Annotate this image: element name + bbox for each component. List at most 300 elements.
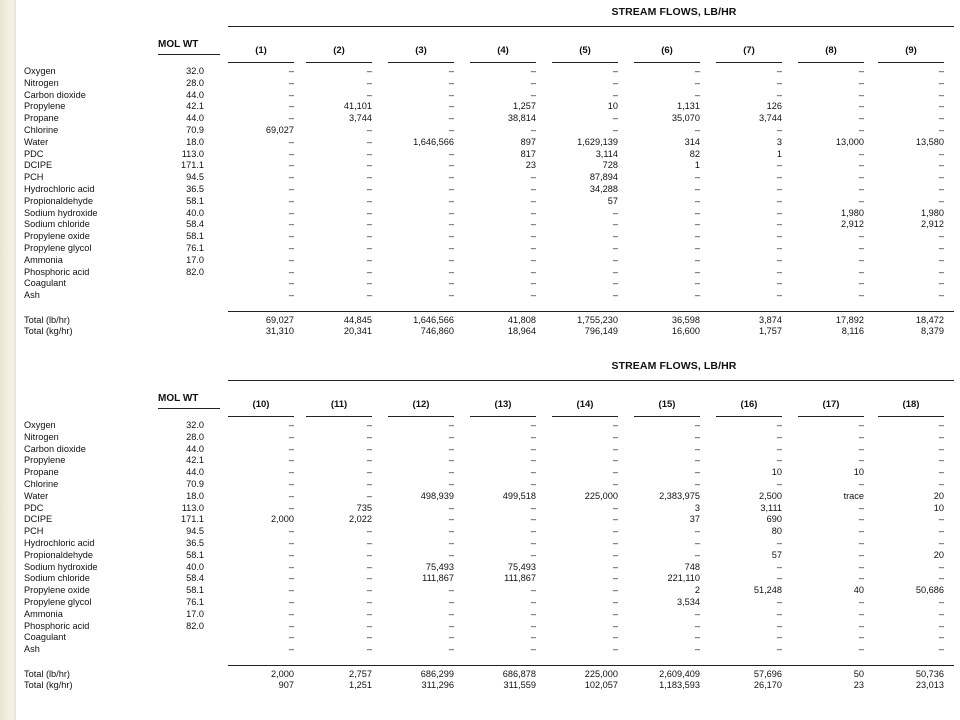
column-rule bbox=[798, 62, 864, 63]
column-rule bbox=[552, 62, 618, 63]
total-value: 2,757 bbox=[349, 669, 372, 679]
stream-column-header: (16) bbox=[740, 399, 758, 410]
flow-value: – bbox=[288, 219, 294, 230]
flow-value: 2,383,975 bbox=[659, 490, 700, 501]
flow-value: – bbox=[858, 632, 864, 643]
flow-value: 817 bbox=[520, 148, 536, 159]
molecular-weight: 36.5 bbox=[186, 538, 204, 548]
component-name: Propylene bbox=[24, 455, 66, 466]
table-row bbox=[16, 101, 960, 113]
total-value: 69,027 bbox=[265, 315, 294, 325]
flow-value: – bbox=[858, 538, 864, 548]
flow-value: – bbox=[858, 89, 864, 100]
totals-rule bbox=[228, 665, 954, 666]
flow-value: – bbox=[938, 573, 944, 584]
column-rule bbox=[388, 416, 454, 417]
flow-value: – bbox=[776, 278, 782, 289]
flow-value: – bbox=[694, 231, 700, 242]
flow-value: – bbox=[366, 219, 372, 230]
flow-value: – bbox=[366, 231, 372, 242]
table-row bbox=[16, 562, 960, 574]
flow-value: – bbox=[694, 266, 700, 277]
flow-value: – bbox=[858, 266, 864, 277]
table-row bbox=[16, 290, 960, 302]
totals-row bbox=[16, 326, 960, 338]
component-name: Ammonia bbox=[24, 254, 63, 265]
flow-value: – bbox=[776, 172, 782, 183]
flow-value: – bbox=[776, 219, 782, 230]
flow-value: – bbox=[858, 502, 864, 513]
component-name: Sodium chloride bbox=[24, 219, 90, 230]
flow-value: – bbox=[938, 278, 944, 289]
component-name: Propylene glycol bbox=[24, 243, 92, 253]
table-row bbox=[16, 219, 960, 231]
flow-value: – bbox=[858, 113, 864, 124]
flow-value: trace bbox=[843, 490, 864, 501]
component-name: Chlorine bbox=[24, 125, 59, 135]
flow-value: 3,534 bbox=[677, 597, 700, 607]
table-row bbox=[16, 149, 960, 161]
table-row bbox=[16, 573, 960, 585]
table-row bbox=[16, 172, 960, 184]
flow-value: – bbox=[776, 125, 782, 135]
column-rule bbox=[228, 416, 294, 417]
flow-value: 75,493 bbox=[507, 561, 536, 572]
total-value: 41,808 bbox=[507, 315, 536, 325]
flow-value: – bbox=[288, 207, 294, 218]
column-rule bbox=[552, 416, 618, 417]
flow-value: – bbox=[858, 431, 864, 442]
flow-value: 50,686 bbox=[915, 585, 944, 596]
flow-value: – bbox=[612, 266, 618, 277]
molecular-weight: 44.0 bbox=[186, 443, 204, 454]
flow-value: – bbox=[694, 526, 700, 537]
stream-column-header: (3) bbox=[415, 45, 427, 56]
flow-value: – bbox=[448, 597, 454, 607]
component-name: Propylene bbox=[24, 101, 66, 112]
flow-value: – bbox=[858, 231, 864, 242]
column-rule bbox=[306, 416, 372, 417]
mol-wt-header: MOL WT bbox=[158, 393, 199, 404]
total-label: Total (kg/hr) bbox=[24, 680, 73, 690]
flow-value: – bbox=[366, 184, 372, 194]
flow-value: – bbox=[366, 561, 372, 572]
flow-value: – bbox=[530, 431, 536, 442]
component-name: Propylene oxide bbox=[24, 585, 90, 596]
flow-value: – bbox=[938, 148, 944, 159]
flow-value: – bbox=[694, 644, 700, 655]
flow-value: – bbox=[288, 66, 294, 76]
flow-value: 40 bbox=[853, 585, 864, 596]
total-value: 2,609,409 bbox=[659, 669, 700, 679]
flow-value: – bbox=[612, 479, 618, 489]
flow-value: – bbox=[366, 77, 372, 88]
molecular-weight: 17.0 bbox=[186, 254, 204, 265]
flow-value: – bbox=[448, 455, 454, 466]
component-name: Water bbox=[24, 136, 49, 147]
flow-value: – bbox=[776, 538, 782, 548]
flow-value: – bbox=[612, 620, 618, 631]
flow-value: 897 bbox=[520, 136, 536, 147]
flow-value: – bbox=[530, 420, 536, 430]
totals-row bbox=[16, 669, 960, 681]
table-row bbox=[16, 255, 960, 267]
flow-value: – bbox=[288, 479, 294, 489]
flow-value: 57 bbox=[607, 195, 618, 206]
flow-value: – bbox=[448, 514, 454, 525]
flow-value: – bbox=[612, 443, 618, 454]
total-label: Total (lb/hr) bbox=[24, 315, 70, 325]
flow-value: – bbox=[694, 254, 700, 265]
flow-value: – bbox=[448, 195, 454, 206]
table-row bbox=[16, 479, 960, 491]
flow-value: – bbox=[530, 266, 536, 277]
total-value: 1,251 bbox=[349, 680, 372, 690]
flow-value: – bbox=[288, 526, 294, 537]
flow-value: – bbox=[448, 290, 454, 301]
total-value: 36,598 bbox=[671, 315, 700, 325]
stream-column-header: (4) bbox=[497, 45, 509, 56]
flow-value: – bbox=[366, 243, 372, 253]
flow-value: 1,629,139 bbox=[577, 136, 618, 147]
molecular-weight: 17.0 bbox=[186, 608, 204, 619]
stream-column-header: (13) bbox=[494, 399, 512, 410]
total-value: 796,149 bbox=[584, 326, 618, 336]
flow-value: – bbox=[448, 479, 454, 489]
component-name: Coagulant bbox=[24, 632, 66, 643]
mol-wt-header: MOL WT bbox=[158, 39, 199, 50]
table-row bbox=[16, 125, 960, 137]
flow-value: – bbox=[530, 254, 536, 265]
flow-value: – bbox=[530, 538, 536, 548]
flow-value: – bbox=[858, 278, 864, 289]
flow-value: 37 bbox=[689, 514, 700, 525]
table-row bbox=[16, 267, 960, 279]
column-rule bbox=[388, 62, 454, 63]
flow-value: – bbox=[530, 89, 536, 100]
molecular-weight: 82.0 bbox=[186, 266, 204, 277]
flow-value: – bbox=[612, 608, 618, 619]
total-value: 102,057 bbox=[584, 680, 618, 690]
flow-value: – bbox=[858, 148, 864, 159]
component-name: PCH bbox=[24, 526, 44, 537]
flow-value: – bbox=[612, 243, 618, 253]
flow-value: – bbox=[694, 195, 700, 206]
flow-value: – bbox=[938, 431, 944, 442]
flow-value: – bbox=[288, 136, 294, 147]
flow-value: – bbox=[288, 420, 294, 430]
flow-value: 38,814 bbox=[507, 113, 536, 124]
flow-value: – bbox=[288, 490, 294, 501]
molecular-weight: 18.0 bbox=[186, 490, 204, 501]
flow-value: – bbox=[288, 502, 294, 513]
column-rule bbox=[634, 62, 700, 63]
flow-value: 3,744 bbox=[759, 113, 782, 124]
total-value: 57,696 bbox=[753, 669, 782, 679]
flow-value: – bbox=[776, 479, 782, 489]
flow-value: – bbox=[938, 620, 944, 631]
flow-value: – bbox=[612, 585, 618, 596]
flow-value: 41,101 bbox=[343, 101, 372, 112]
flow-value: – bbox=[612, 125, 618, 135]
flow-value: – bbox=[530, 207, 536, 218]
flow-value: 20 bbox=[933, 549, 944, 560]
flow-value: – bbox=[448, 148, 454, 159]
flow-value: – bbox=[530, 278, 536, 289]
flow-value: – bbox=[694, 184, 700, 194]
flow-value: – bbox=[858, 420, 864, 430]
column-rule bbox=[306, 62, 372, 63]
flow-value: – bbox=[366, 195, 372, 206]
flow-value: 1,980 bbox=[921, 207, 944, 218]
flow-value: – bbox=[938, 514, 944, 525]
flow-value: – bbox=[612, 254, 618, 265]
total-value: 1,757 bbox=[759, 326, 782, 336]
flow-value: – bbox=[938, 254, 944, 265]
flow-value: – bbox=[366, 644, 372, 655]
flow-value: – bbox=[288, 231, 294, 242]
flow-value: – bbox=[858, 561, 864, 572]
flow-value: 3,744 bbox=[349, 113, 372, 124]
table-row bbox=[16, 632, 960, 644]
flow-value: – bbox=[366, 160, 372, 171]
flow-value: – bbox=[612, 290, 618, 301]
flow-value: – bbox=[288, 573, 294, 584]
column-rule bbox=[878, 62, 944, 63]
stream-column-header: (14) bbox=[576, 399, 594, 410]
flow-value: – bbox=[938, 420, 944, 430]
total-value: 18,964 bbox=[507, 326, 536, 336]
component-name: Sodium chloride bbox=[24, 573, 90, 584]
flow-value: – bbox=[612, 597, 618, 607]
table-row bbox=[16, 278, 960, 290]
flow-value: – bbox=[448, 443, 454, 454]
flow-value: 3 bbox=[776, 136, 782, 147]
flow-value: 111,867 bbox=[504, 573, 536, 584]
flow-value: 13,580 bbox=[915, 136, 944, 147]
flow-value: – bbox=[448, 644, 454, 655]
flow-value: 10 bbox=[853, 467, 864, 478]
flow-value: – bbox=[366, 467, 372, 478]
molecular-weight: 82.0 bbox=[186, 620, 204, 631]
flow-value: – bbox=[938, 125, 944, 135]
flow-value: – bbox=[858, 290, 864, 301]
flow-value: – bbox=[448, 172, 454, 183]
flow-value: – bbox=[366, 290, 372, 301]
flow-value: – bbox=[612, 455, 618, 466]
flow-value: – bbox=[530, 644, 536, 655]
flow-value: 2,500 bbox=[759, 490, 782, 501]
component-name: Ammonia bbox=[24, 608, 63, 619]
flow-value: – bbox=[530, 502, 536, 513]
flow-value: 1 bbox=[776, 148, 782, 159]
total-value: 311,296 bbox=[421, 680, 454, 690]
flow-value: – bbox=[366, 620, 372, 631]
flow-value: 51,248 bbox=[753, 585, 782, 596]
total-value: 3,874 bbox=[759, 315, 782, 325]
flow-value: – bbox=[448, 184, 454, 194]
component-name: Oxygen bbox=[24, 420, 56, 430]
flow-value: – bbox=[938, 77, 944, 88]
flow-value: – bbox=[366, 455, 372, 466]
flow-value: – bbox=[448, 632, 454, 643]
flow-value: – bbox=[776, 443, 782, 454]
stream-column-header: (9) bbox=[905, 45, 917, 56]
flow-value: – bbox=[776, 632, 782, 643]
flow-value: – bbox=[288, 113, 294, 124]
stream-column-header: (11) bbox=[330, 399, 348, 410]
flow-value: – bbox=[612, 573, 618, 584]
table-row bbox=[16, 550, 960, 562]
molecular-weight: 44.0 bbox=[186, 467, 204, 478]
mol-wt-rule bbox=[158, 408, 220, 409]
flow-value: – bbox=[530, 632, 536, 643]
molecular-weight: 58.1 bbox=[186, 195, 204, 206]
total-value: 2,000 bbox=[271, 669, 294, 679]
flow-value: 80 bbox=[771, 526, 782, 537]
flow-value: 728 bbox=[602, 160, 618, 171]
flow-value: – bbox=[288, 195, 294, 206]
flow-value: – bbox=[938, 66, 944, 76]
flow-value: – bbox=[776, 620, 782, 631]
flow-value: – bbox=[776, 89, 782, 100]
table-row bbox=[16, 455, 960, 467]
table-row bbox=[16, 90, 960, 102]
flow-value: – bbox=[448, 219, 454, 230]
total-value: 26,170 bbox=[753, 680, 782, 690]
total-value: 23 bbox=[853, 680, 864, 690]
flow-value: 111,867 bbox=[422, 573, 454, 584]
flow-value: 735 bbox=[356, 502, 372, 513]
component-name: PDC bbox=[24, 502, 44, 513]
component-name: Oxygen bbox=[24, 66, 56, 76]
flow-value: – bbox=[288, 148, 294, 159]
component-name: Propionaldehyde bbox=[24, 549, 93, 560]
column-rule bbox=[470, 62, 536, 63]
total-value: 1,755,230 bbox=[577, 315, 618, 325]
flow-value: 35,070 bbox=[671, 113, 700, 124]
flow-value: – bbox=[366, 431, 372, 442]
flow-value: – bbox=[530, 219, 536, 230]
column-rule bbox=[716, 62, 782, 63]
flow-value: – bbox=[858, 549, 864, 560]
table-row bbox=[16, 78, 960, 90]
flow-value: – bbox=[938, 101, 944, 112]
flow-value: – bbox=[448, 585, 454, 596]
table-row bbox=[16, 66, 960, 78]
flow-value: 1,980 bbox=[841, 207, 864, 218]
total-value: 44,845 bbox=[343, 315, 372, 325]
flow-value: – bbox=[288, 77, 294, 88]
flow-value: – bbox=[448, 77, 454, 88]
flow-value: – bbox=[448, 538, 454, 548]
component-name: PDC bbox=[24, 148, 44, 159]
flow-value: – bbox=[612, 66, 618, 76]
flow-value: – bbox=[530, 514, 536, 525]
column-rule bbox=[634, 416, 700, 417]
table-row bbox=[16, 467, 960, 479]
stream-column-header: (15) bbox=[658, 399, 676, 410]
flow-value: – bbox=[776, 455, 782, 466]
flow-value: – bbox=[612, 644, 618, 655]
flow-value: – bbox=[776, 231, 782, 242]
flow-value: – bbox=[858, 66, 864, 76]
flow-value: – bbox=[530, 231, 536, 242]
table-row bbox=[16, 491, 960, 503]
flow-value: – bbox=[366, 490, 372, 501]
flow-value: – bbox=[858, 77, 864, 88]
flow-value: – bbox=[530, 585, 536, 596]
flow-value: – bbox=[694, 243, 700, 253]
molecular-weight: 70.9 bbox=[186, 479, 204, 489]
flow-value: – bbox=[530, 172, 536, 183]
flow-value: – bbox=[366, 420, 372, 430]
molecular-weight: 18.0 bbox=[186, 136, 204, 147]
flow-value: – bbox=[612, 207, 618, 218]
flow-value: – bbox=[288, 467, 294, 478]
component-name: Hydrochloric acid bbox=[24, 184, 95, 194]
total-value: 8,116 bbox=[841, 326, 864, 336]
molecular-weight: 40.0 bbox=[186, 561, 204, 572]
table-row bbox=[16, 196, 960, 208]
component-name: PCH bbox=[24, 172, 44, 183]
molecular-weight: 44.0 bbox=[186, 89, 204, 100]
flow-value: – bbox=[366, 597, 372, 607]
flow-value: 2,000 bbox=[271, 514, 294, 525]
table-caption: STREAM FLOWS, LB/HR bbox=[611, 360, 737, 372]
flow-value: 10 bbox=[607, 101, 618, 112]
flow-value: 221,110 bbox=[667, 573, 700, 584]
flow-value: – bbox=[366, 479, 372, 489]
flow-value: – bbox=[938, 479, 944, 489]
flow-value: – bbox=[776, 160, 782, 171]
flow-value: – bbox=[530, 620, 536, 631]
molecular-weight: 171.1 bbox=[181, 160, 204, 171]
flow-value: – bbox=[776, 254, 782, 265]
component-name: Phosphoric acid bbox=[24, 620, 90, 631]
flow-value: – bbox=[530, 549, 536, 560]
flow-value: 1 bbox=[694, 160, 700, 171]
flow-value: – bbox=[776, 195, 782, 206]
flow-value: 748 bbox=[684, 561, 700, 572]
stream-column-header: (18) bbox=[902, 399, 920, 410]
flow-value: 499,518 bbox=[502, 490, 536, 501]
flow-value: – bbox=[694, 632, 700, 643]
flow-value: – bbox=[858, 608, 864, 619]
flow-value: – bbox=[938, 455, 944, 466]
table-row bbox=[16, 503, 960, 515]
flow-value: – bbox=[694, 620, 700, 631]
flow-value: – bbox=[288, 290, 294, 301]
flow-value: 2,912 bbox=[841, 219, 864, 230]
flow-value: – bbox=[858, 101, 864, 112]
flow-value: – bbox=[366, 266, 372, 277]
flow-value: – bbox=[288, 538, 294, 548]
component-name: Coagulant bbox=[24, 278, 66, 289]
table-row bbox=[16, 113, 960, 125]
flow-value: – bbox=[776, 597, 782, 607]
table-row bbox=[16, 243, 960, 255]
total-value: 1,646,566 bbox=[413, 315, 454, 325]
component-name: Water bbox=[24, 490, 49, 501]
flow-value: – bbox=[612, 632, 618, 643]
component-name: Ash bbox=[24, 290, 40, 301]
flow-value: – bbox=[694, 290, 700, 301]
flow-value: – bbox=[366, 608, 372, 619]
flow-value: – bbox=[938, 443, 944, 454]
stream-column-header: (1) bbox=[255, 45, 267, 56]
molecular-weight: 94.5 bbox=[186, 172, 204, 183]
